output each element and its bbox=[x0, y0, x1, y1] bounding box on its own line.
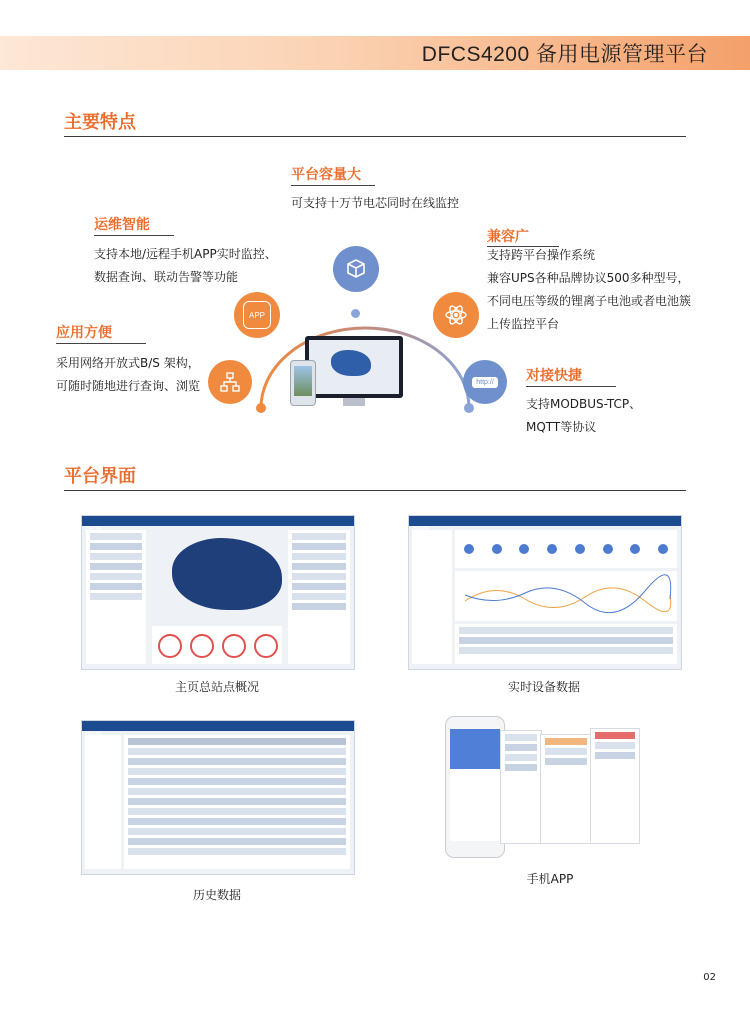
page-title: DFCS4200 备用电源管理平台 bbox=[421, 43, 708, 66]
phone-mockup bbox=[445, 716, 505, 858]
dashboard-left-panel bbox=[86, 530, 146, 664]
arc-dot bbox=[464, 403, 474, 413]
map-shape bbox=[331, 350, 371, 376]
phone-screen bbox=[294, 366, 312, 396]
history-table bbox=[124, 735, 350, 869]
http-icon: http:// bbox=[472, 377, 498, 388]
realtime-tree-panel bbox=[412, 530, 452, 664]
gauge-panel bbox=[152, 626, 282, 664]
feature-title-compat: 兼容广 bbox=[487, 229, 529, 245]
monitor-illustration bbox=[305, 336, 403, 398]
phone-app-screen bbox=[450, 729, 500, 841]
phone-illustration bbox=[290, 360, 316, 406]
china-map bbox=[172, 538, 282, 610]
feature-title-ops: 运维智能 bbox=[94, 217, 150, 233]
section-title-features: 主要特点 bbox=[64, 112, 136, 133]
feature-text-connect: 支持MODBUS-TCP、 MQTT等协议 bbox=[526, 397, 642, 434]
monitor-screen bbox=[309, 340, 399, 394]
feature-title-connect: 对接快捷 bbox=[526, 368, 582, 384]
page-number: 02 bbox=[703, 972, 716, 983]
section-title-interface: 平台界面 bbox=[64, 466, 136, 487]
feature-text-usage: 采用网络开放式B/S 架构， 可随时随地进行查询、浏览 bbox=[56, 356, 201, 393]
realtime-kpi-row bbox=[455, 530, 677, 568]
arc-dot bbox=[256, 403, 266, 413]
section-divider bbox=[64, 136, 686, 137]
caption-history: 历史数据 bbox=[192, 888, 241, 902]
app-page-panel bbox=[540, 734, 592, 844]
http-bubble bbox=[463, 360, 507, 404]
app-bubble bbox=[234, 292, 280, 338]
app-icon: APP bbox=[243, 301, 271, 329]
atom-icon bbox=[443, 302, 469, 328]
history-screenshot bbox=[81, 720, 355, 875]
feature-text-ops: 支持本地/远程手机APP实时监控、 数据查询、联动告警等功能 bbox=[94, 247, 277, 284]
feature-underline bbox=[526, 386, 616, 387]
dashboard-right-panel bbox=[288, 530, 350, 664]
dashboard-screenshot bbox=[81, 515, 355, 670]
section-divider bbox=[64, 490, 686, 491]
history-tree-panel bbox=[85, 735, 121, 869]
screenshot-titlebar bbox=[82, 516, 354, 526]
cube-icon bbox=[344, 257, 368, 281]
atom-bubble bbox=[433, 292, 479, 338]
feature-underline bbox=[94, 235, 174, 236]
arc-dot bbox=[351, 309, 360, 318]
app-page-panel bbox=[590, 728, 640, 844]
feature-title-capacity: 平台容量大 bbox=[291, 167, 361, 183]
trend-lines bbox=[455, 571, 677, 621]
caption-app: 手机APP bbox=[526, 872, 574, 886]
realtime-device-grid bbox=[455, 624, 677, 664]
monitor-stand bbox=[343, 398, 365, 406]
feature-underline bbox=[291, 185, 375, 186]
feature-text-capacity: 可支持十万节电芯同时在线监控 bbox=[291, 196, 460, 210]
caption-dashboard: 主页总站点概况 bbox=[174, 680, 259, 694]
feature-title-usage: 应用方便 bbox=[56, 325, 112, 341]
feature-underline bbox=[56, 343, 146, 344]
feature-text-compat: 支持跨平台操作系统 兼容UPS各种品牌协议500多种型号， 不同电压等级的锂离子电池或者电池簇 上传监控平台 bbox=[487, 248, 692, 331]
screenshot-titlebar bbox=[82, 721, 354, 731]
caption-realtime: 实时设备数据 bbox=[507, 680, 580, 694]
cube-bubble bbox=[333, 246, 379, 292]
realtime-screenshot bbox=[408, 515, 682, 670]
screenshot-titlebar bbox=[409, 516, 681, 526]
realtime-line-chart bbox=[455, 571, 677, 621]
network-icon bbox=[219, 371, 241, 393]
gauge-group bbox=[152, 626, 282, 664]
network-bubble bbox=[208, 360, 252, 404]
app-page-panel bbox=[500, 730, 542, 844]
